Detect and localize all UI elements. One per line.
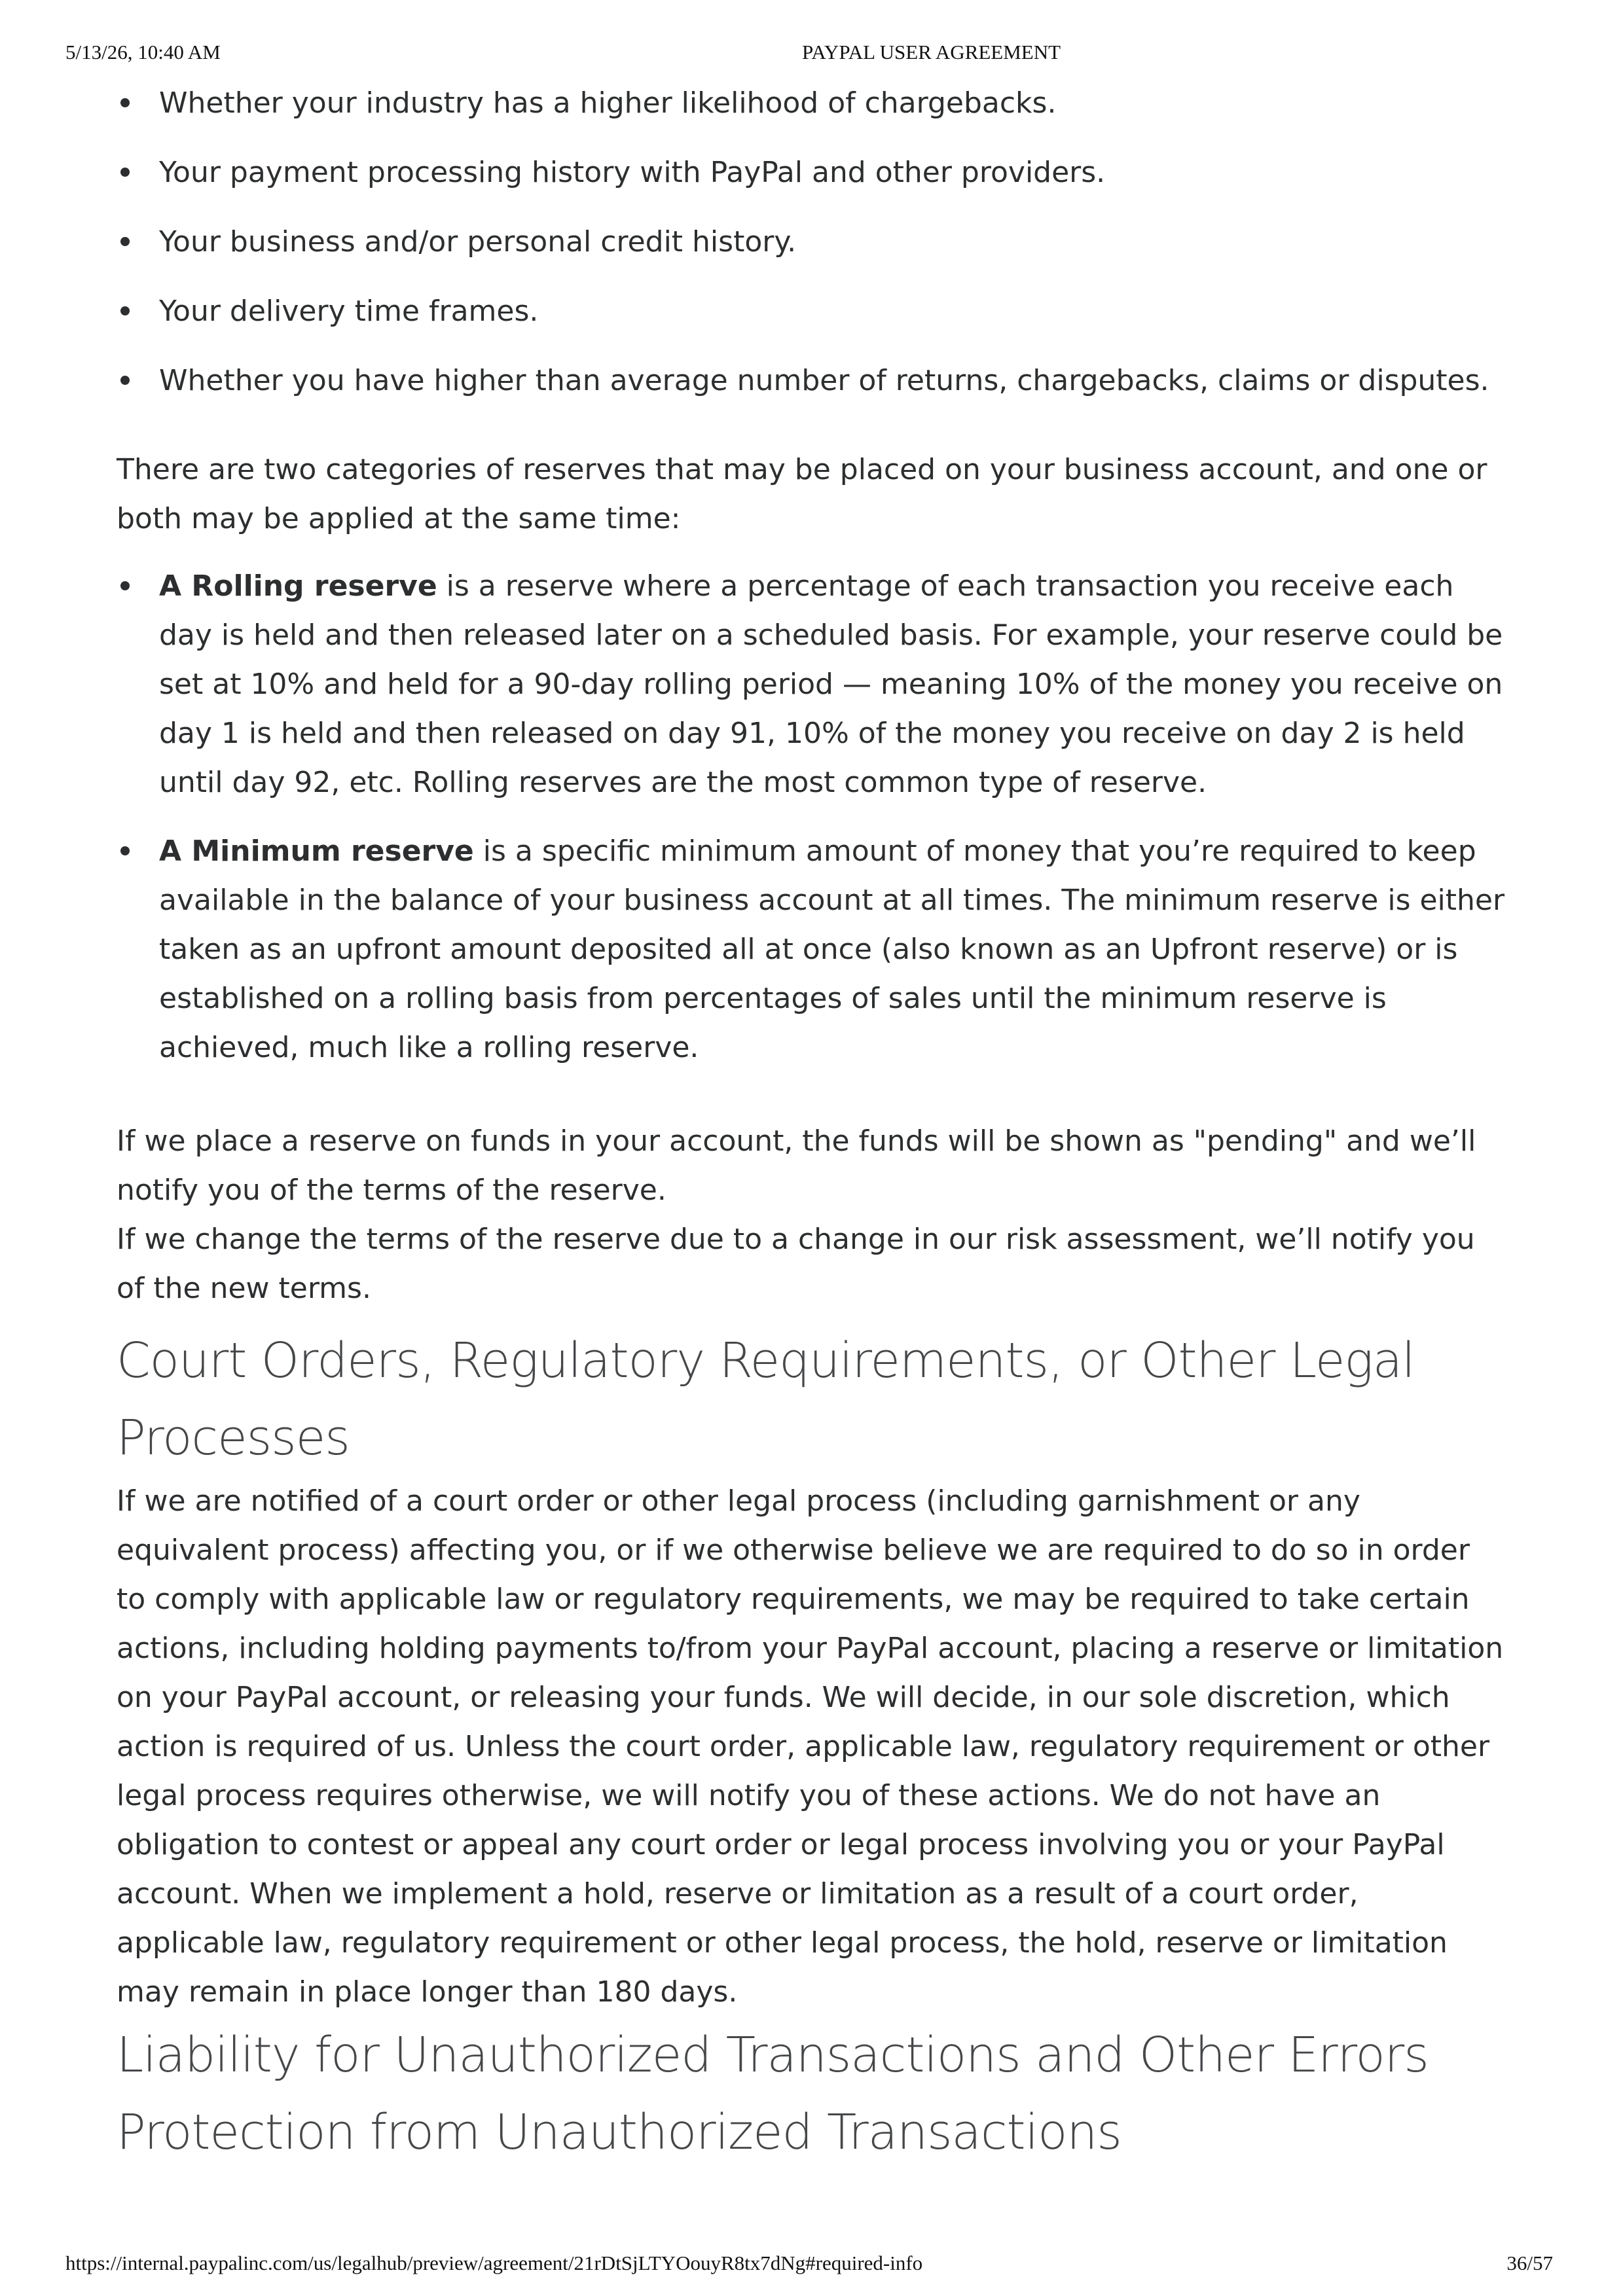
court-orders-body: If we are notified of a court order or other legal process (including garnishment or any equivalent process) affecting you, or if we otherwise believe we are required to do so in order to comply with applicable law or regulatory requirements, we may be required to take certain actions, including holding payments to/from your PayPal account, placing a reserve or limitation on your PayPal account, or releasing your funds. We will decide, in our sole discretion, which action is required of us. Unless the court order, applicable law, regulatory requirement or other legal process requires otherwise, we will notify you of these actions. We do not have an obligation to contest or appeal any court order or legal process involving you or your PayPal account. When we implement a hold, reserve or limitation as a result of a court order, applicable law, regulatory requirement or other legal process, the hold, reserve or limitation may remain in place longer than 180 days. xyxy=(117,1484,1504,2009)
list-item: Your business and/or personal credit history. xyxy=(117,217,1508,266)
page-number: 36/57 xyxy=(1506,2251,1553,2274)
bullet-icon xyxy=(120,376,130,385)
print-title: PAYPAL USER AGREEMENT xyxy=(802,41,1061,63)
minimum-reserve-text: is a specific minimum amount of money that you’re required to keep available in the balance of your business account at all times. The minimum reserve is either taken as an upfront amount deposited all at once (also known as an Upfront reserve) or is established on a rolling basis from percentages of sales until the minimum reserve is achieved, much like a rolling reserve. xyxy=(159,834,1505,1064)
bullet-icon xyxy=(120,581,130,590)
minimum-reserve-term: A Minimum reserve xyxy=(159,834,474,868)
print-header xyxy=(0,41,1623,67)
list-item-rolling-reserve xyxy=(117,562,1508,807)
court-orders-heading: Court Orders, Regulatory Requirements, or Other Legal Processes xyxy=(117,1333,1415,1466)
bullet-icon xyxy=(120,237,130,246)
protection-heading: Protection from Unauthorized Transactions xyxy=(117,2104,1122,2161)
print-url: https://internal.paypalinc.com/us/legalhub/preview/agreement/21rDtSjLTYOouyR8tx7dNg#required-info xyxy=(65,2251,923,2274)
bullet-icon xyxy=(120,168,130,177)
rolling-reserve-text: is a reserve where a percentage of each transaction you receive each day is held and then released later on a scheduled basis. For example, your reserve could be set at 10% and held for a 90-day rolling period — meaning 10% of the money you receive on day 1 is held and then released on day 91, 10% of the money you receive on day 2 is held until day 92, etc. Rolling reserves are the most common type of reserve. xyxy=(159,569,1503,799)
list-item: Your payment processing history with PayPal and other providers. xyxy=(117,148,1508,197)
list-item: Whether your industry has a higher likelihood of chargebacks. xyxy=(117,79,1508,128)
bullet-icon xyxy=(120,846,130,855)
list-item: Whether you have higher than average number of returns, chargebacks, claims or disputes. xyxy=(117,356,1508,405)
reserves-intro: There are two categories of reserves that may be placed on your business account, and one or both may be applied at the same time: xyxy=(117,453,1487,535)
rolling-reserve-term: A Rolling reserve xyxy=(159,569,437,603)
reserve-factors-list xyxy=(117,79,1508,405)
pending-notice: If we place a reserve on funds in your account, the funds will be shown as "pending" and we’ll notify you of the terms of the reserve. xyxy=(117,1124,1476,1207)
agreement-content xyxy=(117,79,1508,2171)
print-footer xyxy=(0,2251,1623,2278)
bullet-icon xyxy=(120,98,130,107)
bullet-icon xyxy=(120,306,130,315)
list-item-minimum-reserve xyxy=(117,827,1508,1072)
list-item: Your delivery time frames. xyxy=(117,287,1508,336)
print-datetime: 5/13/26, 10:40 AM xyxy=(65,41,221,63)
liability-heading: Liability for Unauthorized Transactions and Other Errors xyxy=(117,2027,1429,2083)
reserve-types-list xyxy=(117,562,1508,1072)
change-notice: If we change the terms of the reserve due to a change in our risk assessment, we’ll notify you of the new terms. xyxy=(117,1223,1475,1305)
